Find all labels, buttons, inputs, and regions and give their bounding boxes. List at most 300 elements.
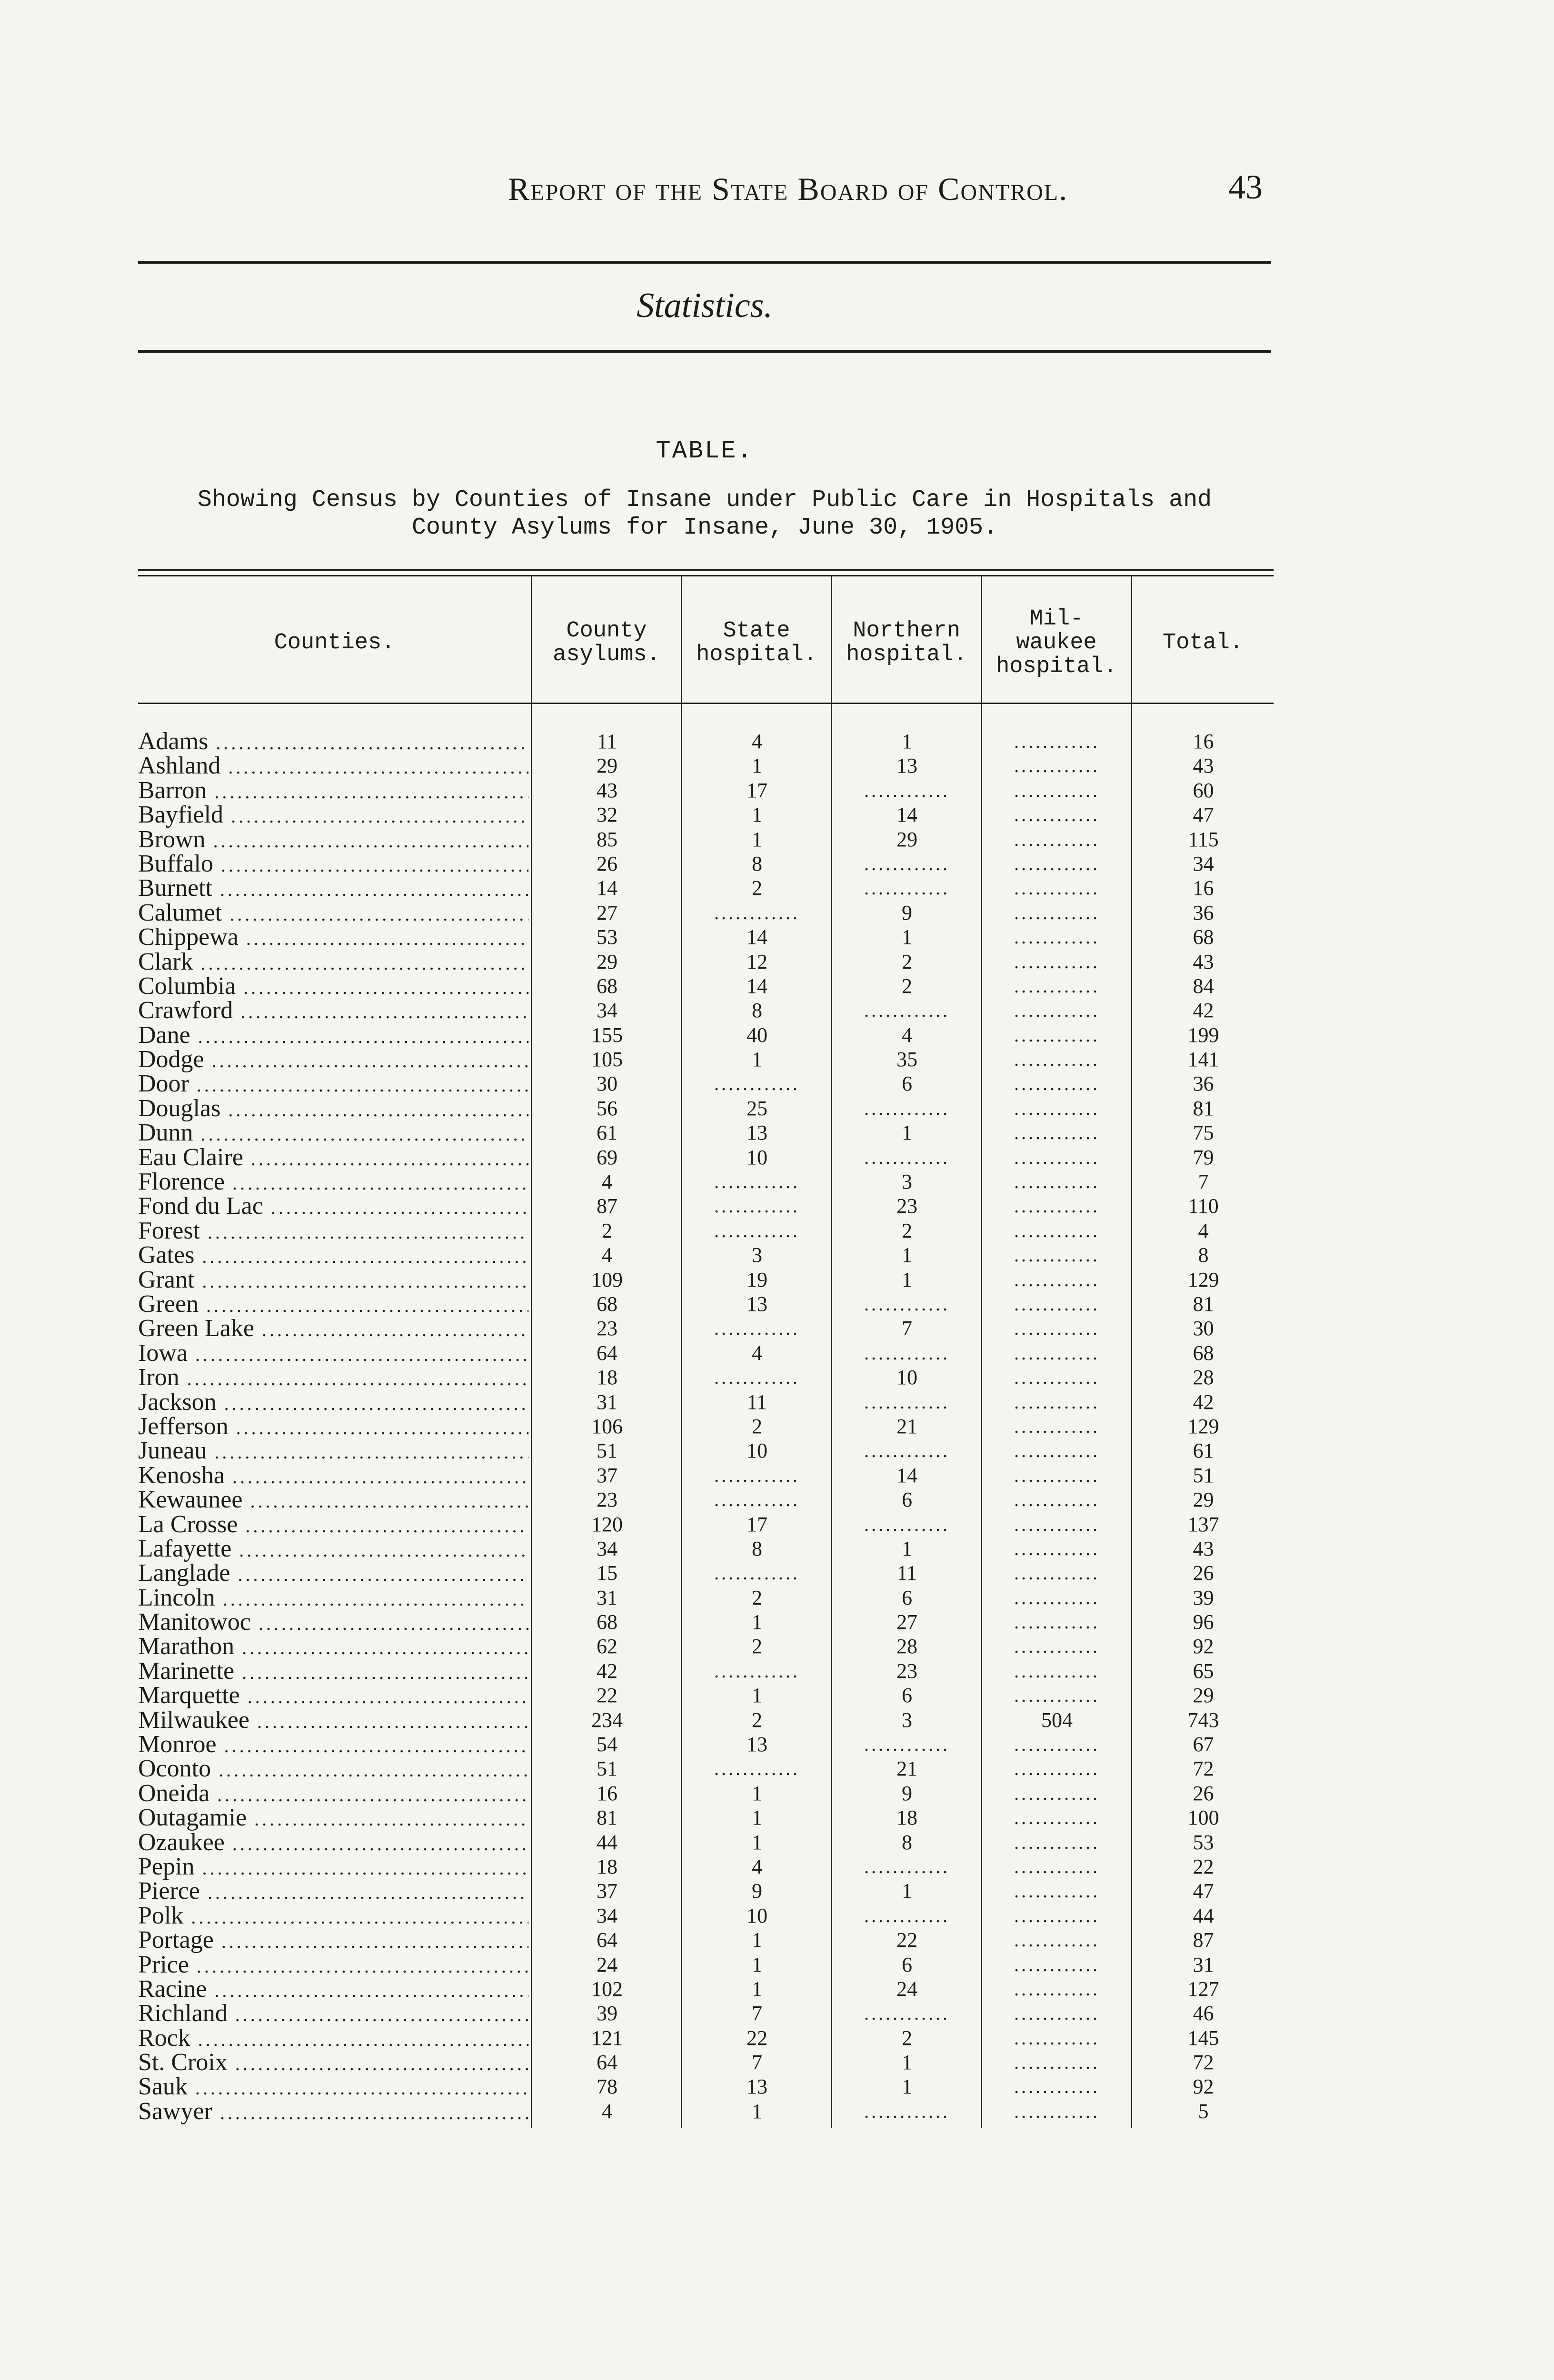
total-value: 8	[1198, 1243, 1209, 1267]
empty-cell-leader: ............	[864, 1342, 950, 1364]
northern-hospital-value: 14	[897, 1463, 917, 1487]
empty-cell-leader: ............	[1014, 1978, 1100, 2000]
county-asylums-value: 120	[591, 1512, 623, 1536]
county-name: Douglas .....	[138, 1096, 528, 1122]
state-hospital-value: 8	[752, 999, 762, 1022]
county-asylums-value: 69	[597, 1145, 618, 1169]
total-value: 47	[1193, 1879, 1214, 1903]
county-name: Burnett .....	[138, 876, 528, 902]
total-value: 53	[1193, 1830, 1214, 1854]
header-milwaukee-hospital-line: waukee	[1016, 630, 1097, 655]
total-value: 68	[1193, 1341, 1214, 1365]
empty-cell-leader: ............	[1014, 975, 1100, 997]
empty-cell-leader: ............	[1014, 1954, 1100, 1975]
state-hospital-value: 9	[752, 1879, 762, 1903]
state-hospital-value: 14	[747, 974, 767, 998]
county-name: Monroe .....	[138, 1732, 528, 1758]
total-value: 96	[1193, 1610, 1214, 1634]
empty-cell-leader: ............	[1014, 1318, 1100, 1339]
empty-cell-leader: ............	[1014, 1195, 1100, 1217]
northern-hospital-value: 23	[897, 1194, 917, 1218]
empty-cell-leader: ............	[1014, 1415, 1100, 1437]
county-asylums-value: 29	[597, 950, 618, 973]
header-counties: Counties.	[274, 630, 395, 655]
total-value: 127	[1187, 1977, 1219, 2001]
table-row	[138, 1781, 1274, 1805]
empty-cell-leader: ............	[714, 1562, 800, 1584]
county-name: Kewaunee .....	[138, 1488, 528, 1513]
county-name: Jackson .....	[138, 1390, 528, 1416]
northern-hospital-value: 1	[902, 1243, 912, 1267]
empty-cell-leader: ............	[1014, 1391, 1100, 1413]
state-hospital-value: 1	[752, 2099, 762, 2123]
header-bottom-rule	[138, 703, 1274, 704]
county-name: Ashland .....	[138, 754, 528, 779]
empty-cell-leader: ............	[714, 1367, 800, 1388]
table-row	[138, 998, 1274, 1022]
caption-line-1: Showing Census by Counties of Insane under Public Care in Hospitals and	[197, 486, 1212, 514]
table-row	[138, 1732, 1274, 1756]
empty-cell-leader: ............	[864, 1293, 950, 1315]
empty-cell-leader: ............	[714, 1220, 800, 1241]
total-value: 5	[1198, 2099, 1209, 2123]
empty-cell-leader: ............	[864, 1904, 950, 1926]
table-row	[138, 1170, 1274, 1194]
state-hospital-value: 1	[752, 1977, 762, 2001]
empty-cell-leader: ............	[864, 2100, 950, 2122]
total-value: 115	[1188, 827, 1219, 851]
table-row	[138, 1708, 1274, 1732]
table-row	[138, 803, 1274, 827]
county-name: Oconto .....	[138, 1756, 528, 1782]
empty-cell-leader: ............	[1014, 1587, 1100, 1608]
empty-cell-leader: ............	[864, 779, 950, 801]
empty-cell-leader: ............	[714, 1073, 800, 1095]
empty-cell-leader: ............	[1014, 1807, 1100, 1829]
county-asylums-value: 64	[597, 1928, 618, 1952]
empty-cell-leader: ............	[1014, 853, 1100, 874]
county-asylums-value: 4	[602, 2099, 612, 2123]
total-value: 26	[1193, 1781, 1214, 1805]
county-asylums-value: 31	[597, 1390, 618, 1414]
county-name: Florence .....	[138, 1170, 528, 1195]
state-hospital-value: 10	[747, 1904, 767, 1927]
county-name: Polk .....	[138, 1904, 528, 1929]
county-asylums-value: 109	[591, 1268, 623, 1291]
total-value: 145	[1187, 2026, 1219, 2050]
county-name: Grant .....	[138, 1268, 528, 1293]
state-hospital-value: 2	[752, 1635, 762, 1658]
county-asylums-value: 23	[597, 1317, 618, 1340]
county-asylums-value: 23	[597, 1488, 618, 1512]
state-hospital-value: 4	[752, 730, 762, 753]
county-name: Manitowoc .....	[138, 1610, 528, 1636]
running-head: Report of the State Board of Control.	[508, 171, 1068, 207]
total-value: 75	[1193, 1121, 1214, 1145]
total-value: 61	[1193, 1439, 1214, 1463]
table-row	[138, 1512, 1274, 1537]
table-row	[138, 1316, 1274, 1340]
northern-hospital-value: 6	[902, 1684, 912, 1707]
header-milwaukee-hospital-line: hospital.	[996, 654, 1117, 679]
northern-hospital-value: 35	[897, 1048, 917, 1071]
empty-cell-leader: ............	[1014, 951, 1100, 972]
state-hospital-value: 1	[752, 1928, 762, 1952]
county-name: Ozaukee .....	[138, 1830, 528, 1856]
table-row	[138, 1071, 1274, 1096]
county-name: St. Croix .....	[138, 2050, 528, 2076]
empty-cell-leader: ............	[1014, 1440, 1100, 1462]
table-row	[138, 754, 1274, 778]
state-hospital-value: 17	[747, 1512, 767, 1536]
empty-cell-leader: ............	[1014, 2003, 1100, 2024]
table-row	[138, 1488, 1274, 1512]
empty-cell-leader: ............	[1014, 1220, 1100, 1241]
northern-hospital-value: 2	[902, 974, 912, 998]
northern-hospital-value: 4	[902, 1023, 912, 1047]
northern-hospital-value: 18	[897, 1806, 917, 1830]
table-body	[138, 729, 1274, 2123]
header-state-hospital-line: State	[723, 618, 790, 644]
table-row	[138, 925, 1274, 949]
county-name: Iron .....	[138, 1365, 528, 1391]
county-asylums-value: 34	[597, 999, 618, 1022]
county-name: Jefferson .....	[138, 1414, 528, 1440]
total-value: 16	[1193, 876, 1214, 900]
county-name: Richland .....	[138, 2001, 528, 2027]
state-hospital-value: 7	[752, 2051, 762, 2074]
table-row	[138, 1586, 1274, 1610]
county-asylums-value: 56	[597, 1096, 618, 1120]
empty-cell-leader: ............	[1014, 1489, 1100, 1511]
total-value: 39	[1193, 1586, 1214, 1609]
total-value: 43	[1193, 950, 1214, 973]
table-row	[138, 1634, 1274, 1658]
empty-cell-leader: ............	[1014, 1831, 1100, 1853]
northern-hospital-value: 7	[902, 1317, 912, 1340]
table-row	[138, 1854, 1274, 1879]
total-value: 30	[1193, 1317, 1214, 1340]
state-hospital-value: 8	[752, 852, 762, 875]
county-name: Adams .....	[138, 729, 528, 755]
table-row	[138, 1219, 1274, 1243]
county-name: Racine .....	[138, 1977, 528, 2003]
northern-hospital-value: 14	[897, 803, 917, 827]
county-asylums-value: 44	[597, 1830, 618, 1854]
county-name: Lafayette .....	[138, 1537, 528, 1562]
county-asylums-value: 68	[597, 1610, 618, 1634]
table-row	[138, 1268, 1274, 1292]
state-hospital-value: 1	[752, 1781, 762, 1805]
total-value: 36	[1193, 1072, 1214, 1096]
empty-cell-leader: ............	[864, 1146, 950, 1168]
empty-cell-leader: ............	[1014, 1758, 1100, 1780]
county-asylums-value: 11	[597, 730, 618, 753]
total-value: 129	[1187, 1414, 1219, 1438]
empty-cell-leader: ............	[1014, 1685, 1100, 1706]
county-asylums-value: 42	[597, 1659, 618, 1683]
total-value: 72	[1193, 1757, 1214, 1781]
table-row	[138, 729, 1274, 754]
county-asylums-value: 106	[591, 1414, 623, 1438]
total-value: 36	[1193, 901, 1214, 924]
state-hospital-value: 8	[752, 1537, 762, 1560]
state-hospital-value: 1	[752, 803, 762, 827]
total-value: 43	[1193, 1537, 1214, 1560]
county-asylums-value: 102	[591, 1977, 623, 2001]
county-asylums-value: 54	[597, 1733, 618, 1756]
northern-hospital-value: 29	[897, 827, 917, 851]
page-number: 43	[1228, 168, 1263, 206]
county-name: Dunn .....	[138, 1121, 528, 1146]
table-row	[138, 950, 1274, 974]
total-value: 44	[1193, 1904, 1214, 1927]
county-name: Door .....	[138, 1071, 528, 1097]
county-asylums-value: 64	[597, 1341, 618, 1365]
county-asylums-value: 64	[597, 2051, 618, 2074]
empty-cell-leader: ............	[1014, 1464, 1100, 1486]
empty-cell-leader: ............	[1014, 1734, 1100, 1755]
empty-cell-leader: ............	[714, 1318, 800, 1339]
northern-hospital-value: 24	[897, 1977, 917, 2001]
header-milwaukee-hospital	[982, 584, 1131, 703]
county-name: Gates .....	[138, 1243, 528, 1269]
empty-cell-leader: ............	[1014, 1146, 1100, 1168]
empty-cell-leader: ............	[714, 1195, 800, 1217]
empty-cell-leader: ............	[1014, 902, 1100, 923]
empty-cell-leader: ............	[1014, 2052, 1100, 2073]
total-value: 26	[1193, 1561, 1214, 1585]
county-name: Green .....	[138, 1292, 528, 1318]
county-name: Milwaukee .....	[138, 1708, 528, 1734]
empty-cell-leader: ............	[1014, 1782, 1100, 1804]
state-hospital-value: 3	[752, 1243, 762, 1267]
total-value: 4	[1198, 1219, 1209, 1242]
table-row	[138, 1365, 1274, 1389]
table-row	[138, 1610, 1274, 1634]
table-row	[138, 1463, 1274, 1488]
county-asylums-value: 121	[591, 2026, 623, 2050]
county-name: Chippewa .....	[138, 925, 528, 951]
table-row	[138, 2050, 1274, 2074]
header-northern-hospital-line: Northern	[853, 618, 960, 644]
total-value: 42	[1193, 999, 1214, 1022]
state-hospital-value: 13	[747, 1733, 767, 1756]
northern-hospital-value: 1	[902, 925, 912, 949]
county-name: Eau Claire .....	[138, 1145, 528, 1171]
county-name: La Crosse .....	[138, 1512, 528, 1538]
header-county-asylums-line: County	[566, 618, 647, 644]
state-hospital-value: 1	[752, 1953, 762, 1976]
northern-hospital-value: 28	[897, 1635, 917, 1658]
empty-cell-leader: ............	[1014, 1293, 1100, 1315]
table-row	[138, 1194, 1274, 1218]
census-table	[138, 569, 1274, 2126]
northern-hospital-value: 9	[902, 901, 912, 924]
empty-cell-leader: ............	[1014, 1342, 1100, 1364]
total-value: 60	[1193, 778, 1214, 802]
county-asylums-value: 18	[597, 1366, 618, 1389]
northern-hospital-value: 2	[902, 950, 912, 973]
northern-hospital-value: 9	[902, 1781, 912, 1805]
state-hospital-value: 1	[752, 1610, 762, 1634]
total-value: 67	[1193, 1733, 1214, 1756]
county-asylums-value: 34	[597, 1537, 618, 1560]
northern-hospital-value: 1	[902, 730, 912, 753]
state-hospital-value: 11	[747, 1390, 767, 1414]
county-asylums-value: 37	[597, 1463, 618, 1487]
northern-hospital-value: 1	[902, 1879, 912, 1903]
county-name: Calumet .....	[138, 901, 528, 926]
county-asylums-value: 85	[597, 827, 618, 851]
county-asylums-value: 32	[597, 803, 618, 827]
county-name: Dodge .....	[138, 1047, 528, 1073]
table-row	[138, 1977, 1274, 2001]
county-name: Sauk .....	[138, 2074, 528, 2100]
county-asylums-value: 31	[597, 1586, 618, 1609]
total-value: 129	[1187, 1268, 1219, 1291]
northern-hospital-value: 11	[897, 1561, 917, 1585]
northern-hospital-value: 2	[902, 1219, 912, 1242]
county-name: Clark .....	[138, 950, 528, 975]
table-row	[138, 1928, 1274, 1952]
county-name: Crawford .....	[138, 998, 528, 1024]
table-row	[138, 1414, 1274, 1438]
table-top-rule	[138, 569, 1274, 571]
state-hospital-value: 4	[752, 1341, 762, 1365]
empty-cell-leader: ............	[714, 1660, 800, 1682]
empty-cell-leader: ............	[1014, 1855, 1100, 1877]
state-hospital-value: 10	[747, 1145, 767, 1169]
header-northern-hospital	[832, 584, 981, 703]
county-asylums-value: 61	[597, 1121, 618, 1145]
state-hospital-value: 40	[747, 1023, 767, 1047]
county-name: Barron .....	[138, 778, 528, 804]
table-title: TABLE.	[656, 437, 754, 465]
table-row	[138, 1121, 1274, 1145]
county-asylums-value: 51	[597, 1439, 618, 1463]
empty-cell-leader: ............	[864, 1097, 950, 1119]
total-value: 16	[1193, 730, 1214, 753]
county-name: Marquette .....	[138, 1683, 528, 1709]
state-hospital-value: 4	[752, 1854, 762, 1878]
table-row	[138, 2099, 1274, 2123]
state-hospital-value: 2	[752, 1708, 762, 1732]
header-county-asylums	[532, 584, 681, 703]
table-row	[138, 1023, 1274, 1047]
table-row	[138, 1953, 1274, 1977]
empty-cell-leader: ............	[864, 2003, 950, 2024]
state-hospital-value: 2	[752, 1414, 762, 1438]
northern-hospital-value: 3	[902, 1708, 912, 1732]
county-asylums-value: 34	[597, 1904, 618, 1927]
table-row	[138, 2001, 1274, 2025]
county-asylums-value: 81	[597, 1806, 618, 1830]
state-hospital-value: 13	[747, 1292, 767, 1316]
northern-hospital-value: 27	[897, 1610, 917, 1634]
total-value: 29	[1193, 1488, 1214, 1512]
header-total: Total.	[1162, 630, 1244, 655]
total-value: 92	[1193, 1635, 1214, 1658]
empty-cell-leader: ............	[1014, 1171, 1100, 1193]
county-name: Marathon .....	[138, 1634, 528, 1660]
county-name: Brown .....	[138, 827, 528, 853]
northern-hospital-value: 22	[897, 1928, 917, 1952]
county-asylums-value: 51	[597, 1757, 618, 1781]
county-name: Fond du Lac .....	[138, 1194, 528, 1220]
county-name: Lincoln .....	[138, 1586, 528, 1611]
state-hospital-value: 17	[747, 778, 767, 802]
section-rule	[138, 350, 1271, 353]
empty-cell-leader: ............	[1014, 1097, 1100, 1119]
table-row	[138, 901, 1274, 925]
total-value: 65	[1193, 1659, 1214, 1683]
empty-cell-leader: ............	[864, 1855, 950, 1877]
table-row	[138, 827, 1274, 852]
northern-hospital-value: 21	[897, 1757, 917, 1781]
empty-cell-leader: ............	[1014, 926, 1100, 948]
table-row	[138, 1879, 1274, 1903]
county-asylums-value: 53	[597, 925, 618, 949]
county-asylums-value: 155	[591, 1023, 623, 1047]
county-name: Pierce .....	[138, 1879, 528, 1904]
empty-cell-leader: ............	[864, 877, 950, 899]
total-value: 42	[1193, 1390, 1214, 1414]
empty-cell-leader: ............	[1014, 1611, 1100, 1633]
table-row	[138, 1438, 1274, 1463]
northern-hospital-value: 6	[902, 1072, 912, 1096]
total-value: 110	[1188, 1194, 1219, 1218]
total-value: 31	[1193, 1953, 1214, 1976]
table-row	[138, 852, 1274, 876]
county-name: Dane .....	[138, 1023, 528, 1049]
total-value: 72	[1193, 2051, 1214, 2074]
empty-cell-leader: ............	[864, 1000, 950, 1021]
total-value: 100	[1187, 1806, 1219, 1830]
county-asylums-value: 68	[597, 974, 618, 998]
county-asylums-value: 78	[597, 2075, 618, 2099]
county-name: Iowa .....	[138, 1341, 528, 1367]
empty-cell-leader: ............	[1014, 1024, 1100, 1046]
empty-cell-leader: ............	[1014, 1660, 1100, 1682]
northern-hospital-value: 1	[902, 1268, 912, 1291]
table-row	[138, 1537, 1274, 1561]
county-asylums-value: 30	[597, 1072, 618, 1096]
county-asylums-value: 37	[597, 1879, 618, 1903]
county-asylums-value: 62	[597, 1635, 618, 1658]
total-value: 743	[1187, 1708, 1219, 1732]
state-hospital-value: 19	[747, 1268, 767, 1291]
empty-cell-leader: ............	[1014, 1367, 1100, 1388]
state-hospital-value: 22	[747, 2026, 767, 2050]
empty-cell-leader: ............	[1014, 804, 1100, 826]
county-name: Kenosha .....	[138, 1463, 528, 1489]
header-northern-hospital-line: hospital.	[846, 642, 967, 667]
empty-cell-leader: ............	[1014, 1000, 1100, 1021]
county-asylums-value: 234	[591, 1708, 623, 1732]
total-value: 81	[1193, 1292, 1214, 1316]
total-value: 51	[1193, 1463, 1214, 1487]
table-row	[138, 876, 1274, 900]
total-value: 92	[1193, 2075, 1214, 2099]
state-hospital-value: 10	[747, 1439, 767, 1463]
total-value: 81	[1193, 1096, 1214, 1120]
empty-cell-leader: ............	[1014, 755, 1100, 777]
total-value: 22	[1193, 1854, 1214, 1878]
table-row	[138, 1341, 1274, 1365]
county-asylums-value: 43	[597, 778, 618, 802]
county-asylums-value: 2	[602, 1219, 612, 1242]
